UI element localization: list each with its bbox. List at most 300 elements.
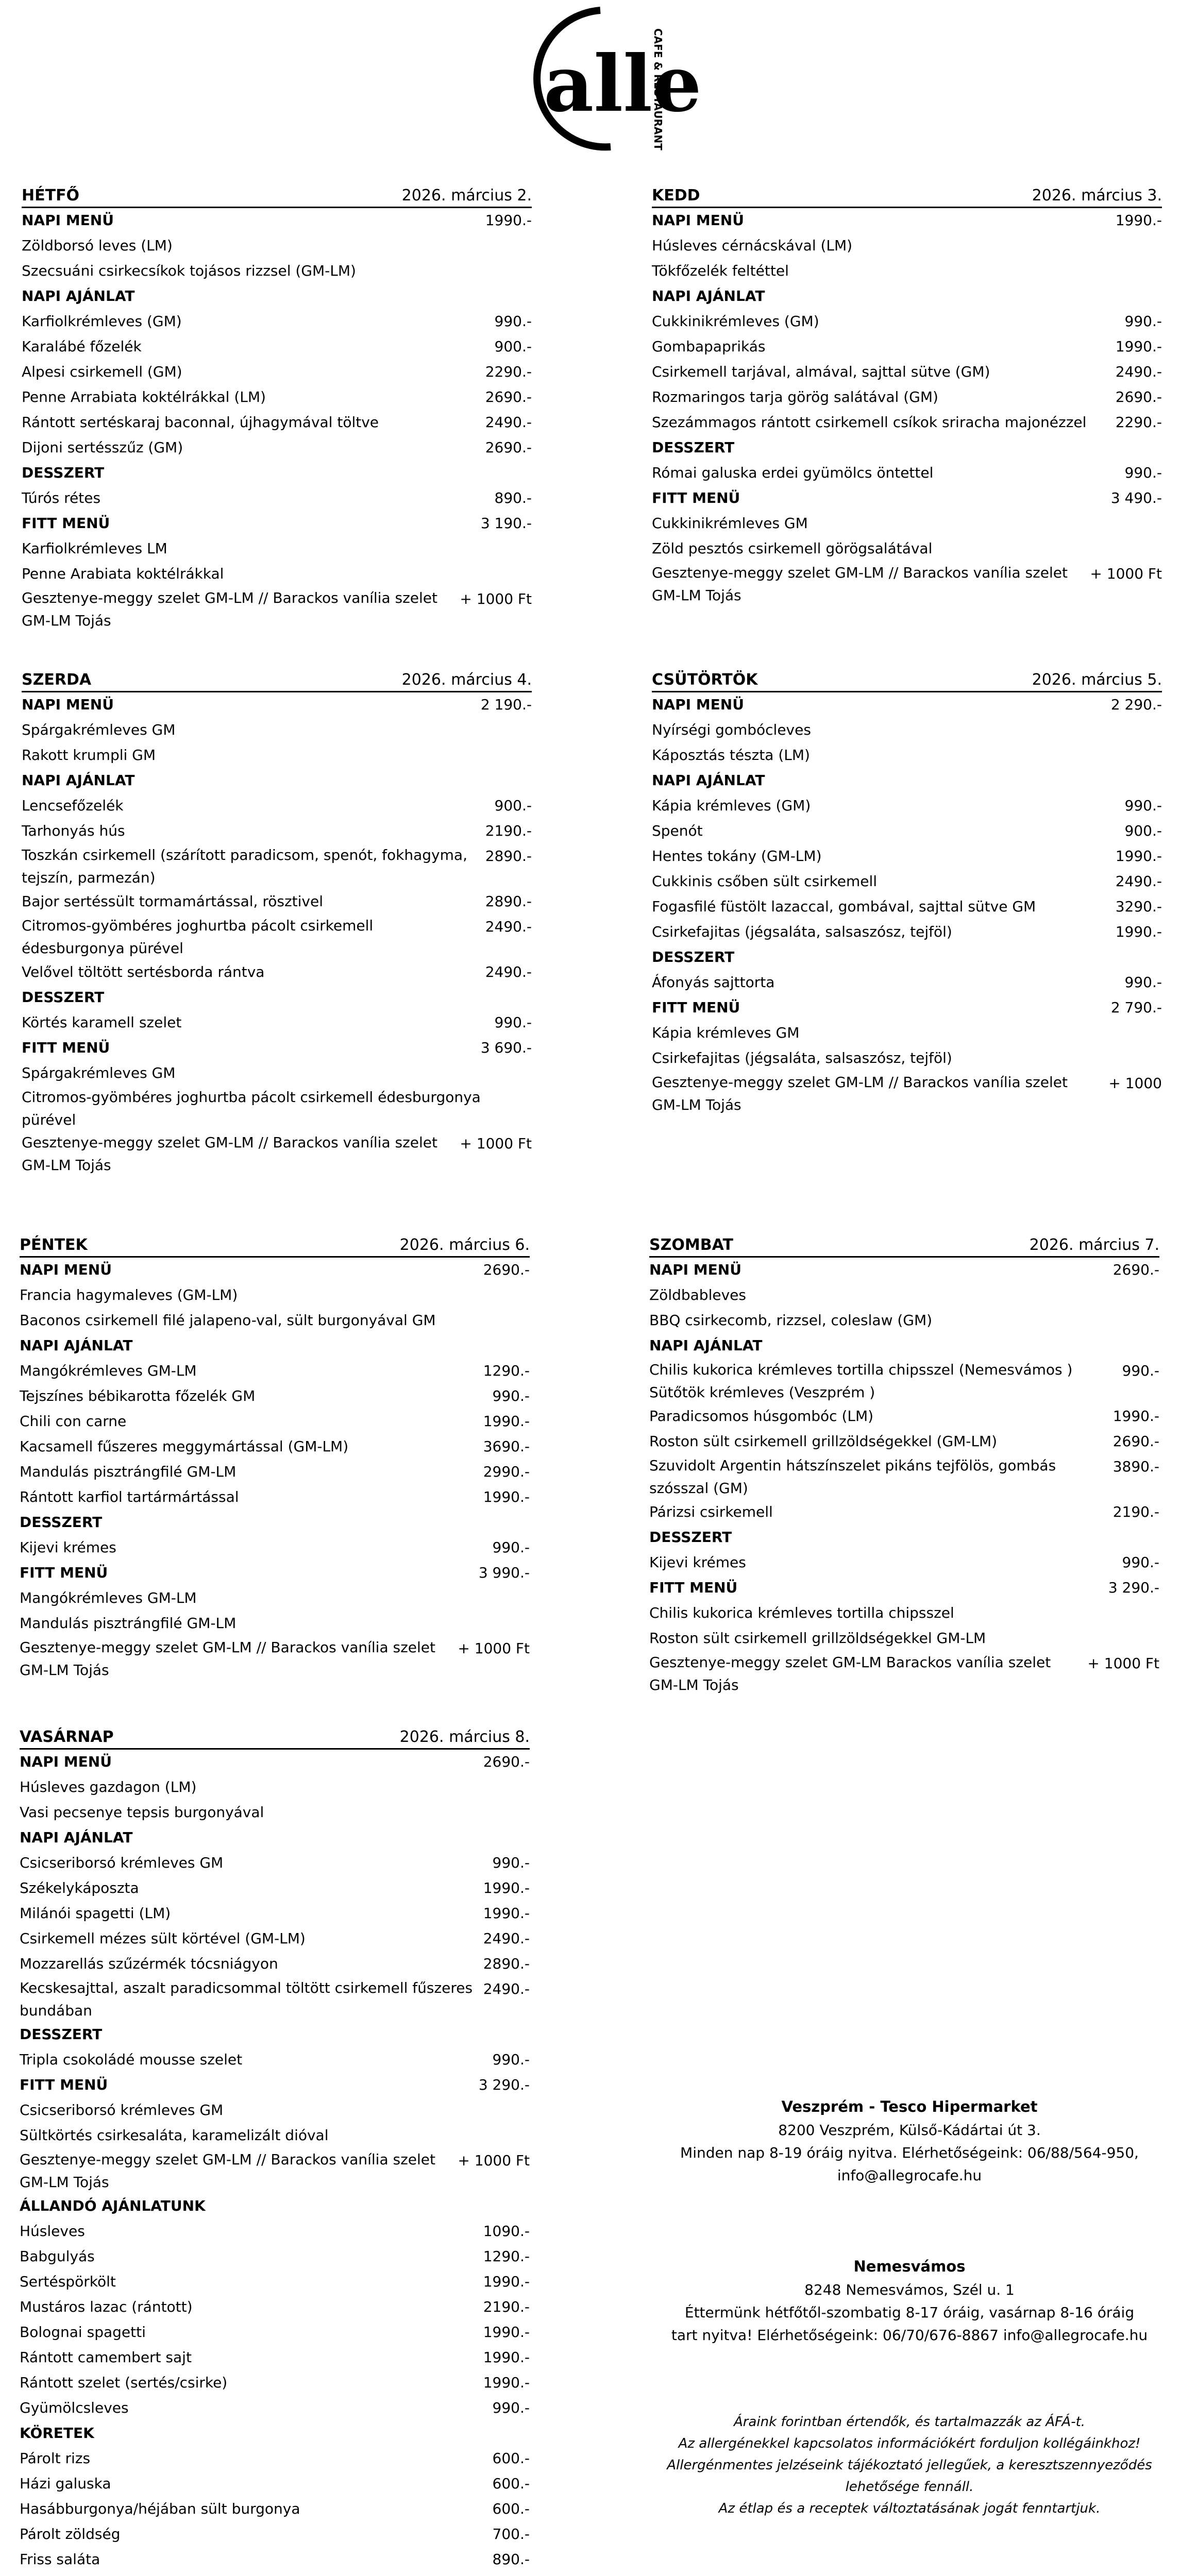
menu-item [649,1651,1159,1697]
item-price: 1990.- [483,2349,530,2366]
item-name: Kacsamell fűszeres meggymártással (GM-LM) [20,1438,349,1455]
menu-item [20,2547,530,2572]
item-price: 1990.- [483,1488,530,1505]
item-name: Toszkán csirkemell (szárított paradicsom, spenót, fokhagyma, tejszín, parmezán) [22,846,467,886]
menu-item [20,1434,530,1460]
item-name: Citromos-gyömbéres joghurtba pácolt csirkemell édesburgonya pürével [22,1089,481,1128]
location-line: info@allegrocafe.hu [837,2167,982,2184]
menu-section-heading [649,1525,1159,1550]
menu-item [20,1283,530,1308]
menu-item [20,1384,530,1409]
section-title: NAPI AJÁNLAT [22,772,135,789]
item-name: Lencsefőzelék [22,797,124,814]
menu-item [22,914,532,960]
item-name: Tejszínes bébikarotta főzelék GM [20,1387,256,1404]
day-name: HÉTFŐ [22,187,80,205]
item-name: Áfonyás sajttorta [652,974,775,991]
item-price: 1990.- [1115,212,1162,229]
item-name: Dijoni sertésszűz (GM) [22,439,183,456]
logo-wordmark: alle [544,39,698,129]
logo-tagline: CAFE & RESTAURANT [652,28,664,150]
item-price: 3 290.- [1108,1579,1159,1596]
section-title: FITT MENÜ [22,1039,110,1056]
menu-item [20,1308,530,1333]
menu-item [20,1409,530,1434]
item-name: Túrós rétes [22,489,101,506]
menu-item [652,536,1162,562]
item-name: Gesztenye-meggy szelet GM-LM // Barackos vanília szelet GM-LM Tojás [652,564,1068,604]
item-price: 1990.- [483,1879,530,1896]
menu-item [22,309,532,334]
item-price: 990.- [1124,797,1162,814]
item-price: 2290.- [1115,414,1162,431]
item-price: 2190.- [1112,1503,1159,1520]
menu-section-heading [20,1561,530,1586]
day-header [20,1724,530,1750]
item-price: 3 190.- [480,515,532,532]
section-title: NAPI AJÁNLAT [652,287,765,304]
menu-item [22,1086,532,1131]
menu-item [652,233,1162,259]
menu-section-heading [20,2022,530,2047]
item-name: Spenót [652,822,703,839]
section-title: FITT MENÜ [649,1579,738,1596]
item-name: Roston sült csirkemell grillzöldségekkel (GM-LM) [649,1433,998,1450]
section-title: FITT MENÜ [652,999,740,1016]
menu-item [22,360,532,385]
item-name: Francia hagymaleves (GM-LM) [20,1286,238,1303]
item-name: Mangókrémleves GM-LM [20,1589,197,1606]
item-name: Paradicsomos húsgombóc (LM) [649,1408,874,1425]
section-title: DESSZERT [22,989,105,1006]
menu-item [652,743,1162,768]
menu-item [649,1454,1159,1500]
day-menu-csutortok [652,667,1162,1116]
item-name: Gesztenye-meggy szelet GM-LM // Barackos vanília szelet GM-LM Tojás [22,1134,437,1174]
section-title: DESSZERT [652,948,735,965]
menu-item [22,793,532,819]
menu-item [652,894,1162,920]
day-name: KEDD [652,187,700,205]
item-name: Alpesi csirkemell (GM) [22,363,182,380]
item-name: Mozzarellás szűzérmék tócsniágyon [20,1955,278,1972]
section-title: NAPI MENÜ [652,696,744,713]
item-price: + 1000 Ft [1090,565,1162,582]
item-name: Chilis kukorica krémleves tortilla chipsszel [649,1604,954,1621]
item-price: 1090.- [483,2223,530,2240]
day-menu-szerda [22,667,532,1177]
menu-item [20,2148,530,2194]
item-price: 2 190.- [480,696,532,713]
item-name: Milánói spagetti (LM) [20,1905,171,1922]
menu-item [20,2269,530,2295]
item-name: Mandulás pisztrángfilé GM-LM [20,1615,237,1632]
item-price: 900.- [494,797,532,814]
item-price: 2490.- [485,414,532,431]
item-price: 1990.- [1115,848,1162,865]
menu-section-heading [652,208,1162,233]
menu-item [652,793,1162,819]
menu-section-heading [20,1258,530,1283]
menu-section-heading [22,461,532,486]
item-price: 2690.- [1112,1433,1159,1450]
item-name: Gombapaprikás [652,338,766,355]
section-title: NAPI MENÜ [20,1753,112,1770]
item-name: Gyümölcsleves [20,2399,129,2416]
item-name: Fogasfilé füstölt lazaccal, gombával, sajttal sütve GM [652,898,1036,915]
item-name: Húsleves gazdagon (LM) [20,1778,197,1795]
day-date: 2026. március 5. [1032,671,1162,689]
item-price: 990.- [492,1539,530,1556]
item-price: + 1000 Ft [458,2152,530,2169]
section-title: DESSZERT [649,1529,732,1546]
item-price: 1990.- [483,1413,530,1430]
item-price: 990.- [1122,1362,1159,1379]
day-header [649,1232,1159,1258]
item-name: Vasi pecsenye tepsis burgonyával [20,1804,264,1821]
item-price: 3 690.- [480,1039,532,1056]
menu-item [20,2370,530,2396]
menu-item [22,1131,532,1177]
item-name: Rakott krumpli GM [22,747,156,764]
menu-section-heading [20,1510,530,1535]
item-name: Csirkefajitas (jégsaláta, salsaszósz, tejföl) [652,1049,952,1066]
item-name: Kecskesajttal, aszalt paradicsommal töltött csirkemell fűszeres bundában [20,1979,473,2019]
day-menu-pentek [20,1232,530,1682]
item-name: Húsleves [20,2223,85,2240]
item-name: Csirkemell mézes sült körtével (GM-LM) [20,1930,306,1947]
menu-section-heading [652,945,1162,970]
item-name: Roston sült csirkemell grillzöldségekkel GM-LM [649,1630,986,1647]
day-name: PÉNTEK [20,1236,88,1254]
section-title: FITT MENÜ [22,515,110,532]
section-title: NAPI AJÁNLAT [20,1337,133,1354]
menu-section-heading [22,208,532,233]
day-date: 2026. március 3. [1032,187,1162,205]
item-name: Rántott szelet (sertés/csirke) [20,2374,228,2391]
item-name: Bajor sertéssült tormamártással, rösztivel [22,893,324,910]
menu-item [22,562,532,587]
item-price: 2990.- [483,1463,530,1480]
item-name: Zöldborsó leves (LM) [22,237,173,254]
item-name: Zöldbableves [649,1286,746,1303]
menu-item [22,819,532,844]
item-name: Csirkefajitas (jégsaláta, salsaszósz, tejföl) [652,923,952,940]
item-price: 2690.- [483,1753,530,1770]
menu-section-heading [20,1825,530,1851]
menu-item [649,1359,1159,1404]
item-name: Szuvidolt Argentin hátszínszelet pikáns tejfölös, gombás szósszal (GM) [649,1457,1056,1497]
menu-item [20,2244,530,2269]
item-name: Citromos-gyömbéres joghurtba pácolt csirkemell édesburgonya pürével [22,917,374,957]
item-name: Kápia krémleves (GM) [652,797,811,814]
menu-item [20,1586,530,1611]
menu-section-heading [649,1333,1159,1359]
item-price: 2690.- [485,388,532,405]
day-header [652,667,1162,692]
item-price: 2890.- [485,848,532,865]
item-price: 1290.- [483,1362,530,1379]
item-name: Gesztenye-meggy szelet GM-LM // Baracko​s vanília szelet GM-LM Tojás [22,589,437,629]
item-name: Mustáros lazac (rántott) [20,2298,193,2315]
item-price: 890.- [494,489,532,506]
menu-item [22,718,532,743]
menu-item [652,461,1162,486]
menu-item [22,844,532,889]
item-name: BBQ csirkecomb, rizzsel, coleslaw (GM) [649,1312,933,1329]
day-menu-hetfo [22,183,532,632]
item-name [20,2572,493,2576]
day-date: 2026. március 2. [401,187,532,205]
item-name: Zöld pesztós csirkemell görögsalátával [652,540,933,557]
section-title: NAPI MENÜ [652,212,744,229]
item-price: + 1000 [1108,1075,1162,1092]
item-name: Tarhonyás hús [22,822,125,839]
item-name: Chilis kukorica krémleves tortilla chipsszel (Nemesvámos ) Sütőtök krémleves (Veszprém ) [649,1361,1073,1401]
item-price: 1990.- [483,1905,530,1922]
item-name: Cukkinikrémleves (GM) [652,313,819,330]
menu-item [652,869,1162,894]
item-price: 990.- [494,313,532,330]
day-date: 2026. március 4. [401,671,532,689]
menu-item [22,587,532,632]
item-price: 700.- [492,2526,530,2543]
menu-item [20,1876,530,1901]
section-title: FITT MENÜ [20,1564,108,1581]
location-line: tart nyitva! Elérhetőségeink: 06/70/676-8867 info@allegrocafe.hu [671,2327,1148,2344]
item-price: 3890.- [1112,1458,1159,1475]
location-line: Minden nap 8-19 óráig nyitva. Elérhetőségeink: 06/88/564-950, [680,2144,1139,2161]
menu-item [20,1775,530,1800]
item-name: Házi galuska [20,2475,111,2492]
item-price: 990.- [492,2051,530,2068]
item-name: Kápia krémleves GM [652,1024,800,1041]
section-title: KÖRETEK [20,2425,94,2442]
menu-item [652,718,1162,743]
day-name: CSÜTÖRTÖK [652,671,758,689]
menu-section-heading [652,995,1162,1021]
menu-item [652,844,1162,869]
item-price: 990.- [492,1854,530,1871]
item-name: Kijevi krémes [649,1554,746,1571]
menu-item [22,889,532,914]
item-price: + 1000 Ft [458,1640,530,1657]
menu-item [20,1977,530,2022]
item-name: Rántott sertéskaraj baconnal, újhagymával töltve [22,414,379,431]
menu-section-heading [649,1258,1159,1283]
menu-item [20,2446,530,2471]
menu-item [22,410,532,435]
menu-item [20,1636,530,1682]
legal-notes [647,2411,1172,2519]
menu-item [20,1926,530,1952]
location-info [649,2254,1170,2347]
menu-item [652,511,1162,536]
menu-section-heading [652,435,1162,461]
item-name: Tripla csokoládé mousse szelet [20,2051,243,2068]
item-name: Káposztás tészta (LM) [652,747,810,764]
item-name: Baconos csirkemell filé jalapeno-val, sült burgonyával GM [20,1312,436,1329]
item-price: 1990.- [485,212,532,229]
menu-item [20,2295,530,2320]
menu-item [20,2396,530,2421]
section-title: DESSZERT [20,1514,103,1531]
day-name: VASÁRNAP [20,1728,114,1746]
item-name: Körtés karamell szelet [22,1014,182,1031]
item-price: 2690.- [483,1261,530,1278]
menu-section-heading [20,1333,530,1359]
item-price: 2 290.- [1110,696,1162,713]
section-title: DESSZERT [22,464,105,481]
day-menu-szombat [649,1232,1159,1697]
item-price: 3690.- [483,1438,530,1455]
location-title: Nemesvámos [853,2258,966,2275]
section-title: FITT MENÜ [652,489,740,506]
item-name: Párolt zöldség [20,2526,121,2543]
section-title: NAPI AJÁNLAT [652,772,765,789]
menu-section-heading [22,768,532,793]
item-price: 1290.- [483,2248,530,2265]
menu-item [22,334,532,360]
menu-item [649,1283,1159,1308]
item-name: Párolt rizs [20,2450,91,2467]
item-name: Cukkinikrémleves GM [652,515,808,532]
location-line: Éttermünk hétfőtől-szombatig 8-17 óráig, vasárnap 8-16 óráig [684,2304,1135,2321]
section-title: DESSZERT [20,2026,103,2043]
menu-item [22,743,532,768]
menu-item [20,1359,530,1384]
menu-item [20,1851,530,1876]
note-line: Allergénmentes jelzéseink tájékoztató jellegűek, a keresztszennyeződés [667,2458,1152,2473]
item-price: 990.- [494,1014,532,1031]
item-price: 600.- [492,2475,530,2492]
section-title: NAPI MENÜ [22,696,114,713]
day-header [22,183,532,208]
item-price: 990.- [1124,464,1162,481]
item-name: Sültkörtés csirkesaláta, karamelizált dióval [20,2127,329,2144]
section-title: ÁLLANDÓ AJÁNLATUNK [20,2197,206,2214]
section-title: NAPI AJÁNLAT [22,287,135,304]
item-name: Tökfőzelék feltéttel [652,262,789,279]
item-price: 990.- [1122,1554,1159,1571]
menu-section-heading [20,1750,530,1775]
item-name: Gesztenye-meggy szelet GM-LM // Barackos vanília szelet GM-LM Tojás [20,2151,435,2191]
item-price: 2490.- [1115,363,1162,380]
item-price: 2490.- [485,963,532,980]
item-price: 990.- [492,1387,530,1404]
menu-item [652,385,1162,410]
menu-item [20,2047,530,2073]
item-name: Karfiolkrémleves (GM) [22,313,182,330]
item-price: 1990.- [1115,923,1162,940]
note-line: lehetősége fennáll. [845,2479,974,2495]
section-title: NAPI MENÜ [20,1261,112,1278]
item-name: Szezámmagos rántott csirkemell csíkok sriracha majonézzel [652,414,1087,431]
item-price: 2 790.- [1110,999,1162,1016]
menu-item [652,360,1162,385]
day-menu-vasarnap [20,1724,530,2576]
item-price: 2890.- [483,1955,530,1972]
day-header [22,667,532,692]
item-name: Mandulás pisztrángfilé GM-LM [20,1463,237,1480]
item-name: Friss saláta [20,2551,100,2568]
item-price: 1990.- [1112,1408,1159,1425]
item-price: + 1000 Ft [460,590,532,607]
section-title: NAPI AJÁNLAT [649,1337,763,1354]
menu-section-heading [652,768,1162,793]
menu-item [20,1460,530,1485]
item-price: 1990.- [483,2324,530,2341]
item-price: 2690.- [1115,388,1162,405]
section-title: NAPI MENÜ [649,1261,741,1278]
day-date: 2026. március 7. [1029,1236,1159,1254]
menu-item [652,334,1162,360]
menu-item [22,435,532,461]
item-price [493,2572,530,2576]
menu-item [649,1429,1159,1454]
item-name: Rántott camembert sajt [20,2349,192,2366]
item-price: 3 290.- [478,2076,530,2093]
section-title: NAPI AJÁNLAT [20,1829,133,1846]
item-name: Székelykáposzta [20,1879,139,1896]
menu-section-heading [22,511,532,536]
day-header [652,183,1162,208]
menu-item [652,309,1162,334]
item-name: Húsleves cérnácskával (LM) [652,237,853,254]
item-name: Karalábé főzelék [22,338,142,355]
day-name: SZERDA [22,671,92,689]
day-name: SZOMBAT [649,1236,733,1254]
item-name: Gesztenye-meggy szelet GM-LM // Barackos vanília szelet GM-LM Tojás [20,1639,435,1679]
menu-item [652,920,1162,945]
menu-section-heading [649,1575,1159,1601]
item-price: + 1000 Ft [1087,1655,1159,1672]
item-price: 2490.- [483,1980,530,1997]
menu-item [652,562,1162,607]
item-price: 2490.- [485,918,532,935]
item-name: Mangókrémleves GM-LM [20,1362,197,1379]
item-price: 990.- [1124,313,1162,330]
section-title: NAPI MENÜ [22,212,114,229]
item-price: 2190.- [483,2298,530,2315]
section-title: FITT MENÜ [20,2076,108,2093]
item-name: Cukkinis csőben sült csirkemell [652,873,878,890]
menu-item [20,2345,530,2370]
menu-item [652,1071,1162,1116]
item-name: Rántott karfiol tartármártással [20,1488,239,1505]
item-name: Gesztenye-meggy szelet GM-LM // Barackos vanília szelet GM-LM Tojás [652,1074,1068,1113]
menu-section-heading [20,2073,530,2098]
menu-item [652,1021,1162,1046]
item-name: Chili con carne [20,1413,127,1430]
menu-section-heading [22,1036,532,1061]
item-name: Sertéspörkölt [20,2273,116,2290]
item-price: 1990.- [483,2374,530,2391]
day-date: 2026. március 6. [399,1236,530,1254]
menu-item [20,1952,530,1977]
menu-item [20,2123,530,2148]
menu-section-heading [22,692,532,718]
item-price: 900.- [494,338,532,355]
item-name: Gesztenye-meggy szelet GM-LM Barackos vanília szelet GM-LM Tojás [649,1654,1051,1693]
item-name: Penne Arabiata koktélrákkal [22,565,224,582]
menu-item [22,1010,532,1036]
menu-section-heading [20,2421,530,2446]
location-line: 8200 Veszprém, Külső-Kádártai út 3. [778,2122,1041,2139]
menu-item [649,1308,1159,1333]
menu-item [20,1535,530,1561]
item-price: 2490.- [483,1930,530,1947]
